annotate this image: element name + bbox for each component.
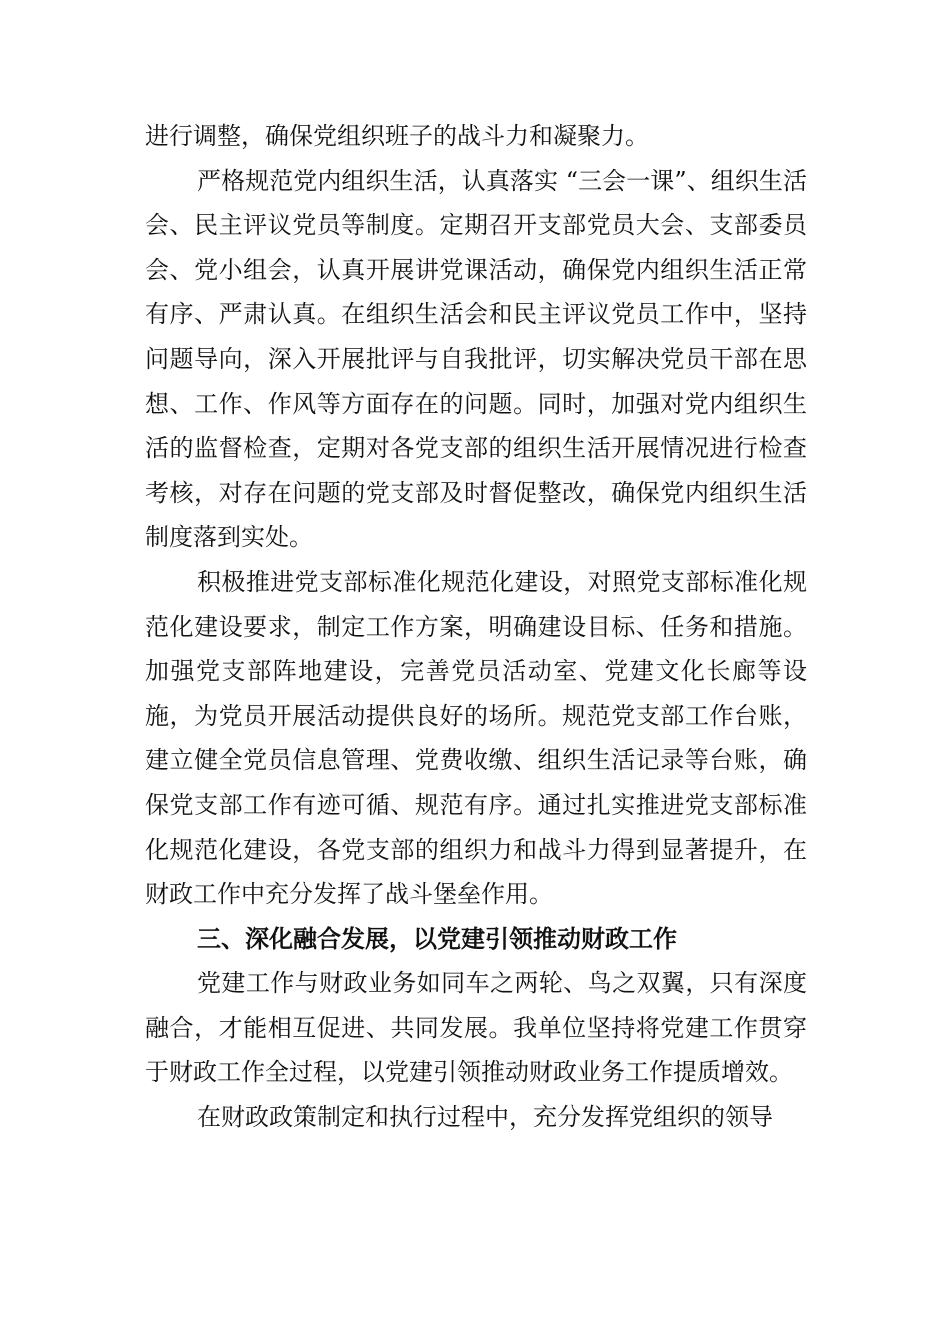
- paragraph-continuation: 进行调整，确保党组织班子的战斗力和凝聚力。: [145, 122, 649, 150]
- document-body: [145, 114, 807, 1140]
- paragraph-policy: 在财政政策制定和执行过程中，充分发挥党组织的领导: [197, 1103, 773, 1132]
- section-heading-three: 三、深化融合发展，以党建引领推动财政工作: [197, 924, 677, 953]
- paragraph-organizational-life: 严格规范党内组织生活，认真落实 “三会一课”、组织生活会、民主评议党员等制度。定期召开支部党员大会、支部委员会、党小组会，认真开展讲党课活动，确保党内组织生活正常有序、严肃认真。在组织生活会和民主评议党员工作中，坚持问题导向，深入开展批评与自我批评，切实解决党员干部在思想、工作、作风等方面存在的问题。同时，加强对党内组织生活的监督检查，定期对各党支部的组织生活开展情况进行检查考核，对存在问题的党支部及时督促整改，确保党内组织生活制度落到实处。: [145, 166, 807, 552]
- paragraph-branch-standardization: 积极推进党支部标准化规范化建设，对照党支部标准化规范化建设要求，制定工作方案，明确建设目标、任务和措施。加强党支部阵地建设，完善党员活动室、党建文化长廊等设施，为党员开展活动提供良好的场所。规范党支部工作台账，建立健全党员信息管理、党费收缴、组织生活记录等台账，确保党支部工作有迹可循、规范有序。通过扎实推进党支部标准化规范化建设，各党支部的组织力和战斗力得到显著提升，在财政工作中充分发挥了战斗堡垒作用。: [145, 567, 807, 909]
- paragraph-integration: 党建工作与财政业务如同车之两轮、鸟之双翼，只有深度融合，才能相互促进、共同发展。我单位坚持将党建工作贯穿于财政工作全过程，以党建引领推动财政业务工作提质增效。: [145, 969, 807, 1087]
